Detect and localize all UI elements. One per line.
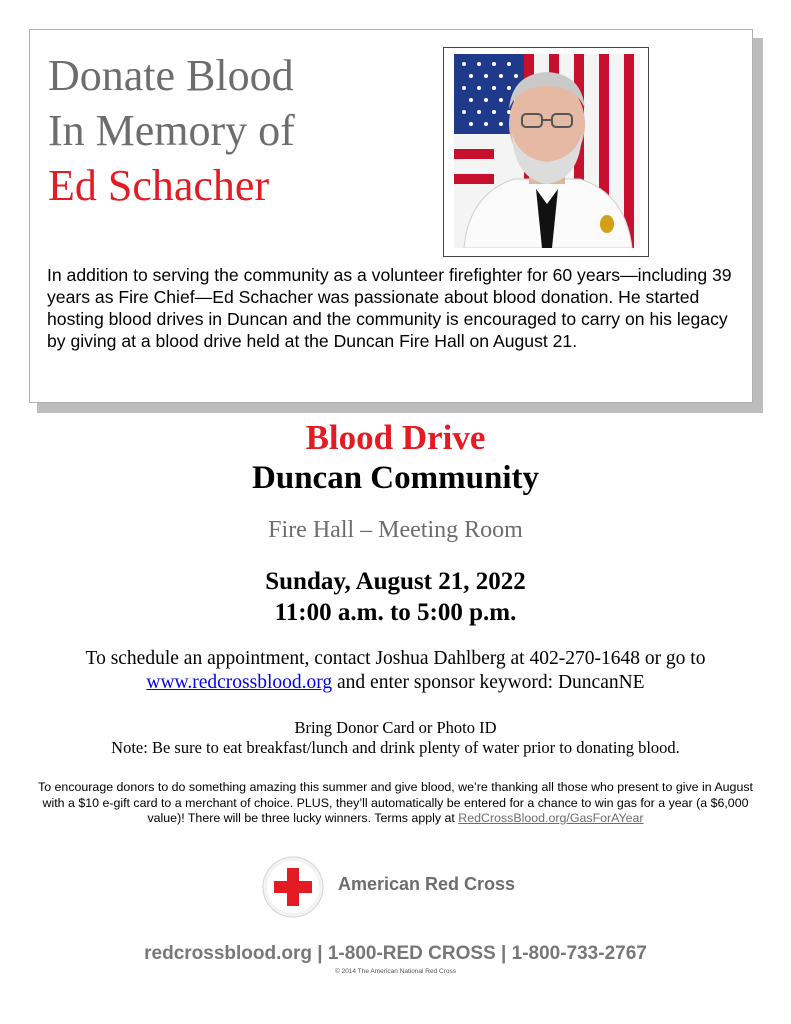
footer-contact-line: redcrossblood.org | 1-800-RED CROSS | 1-800-733-2767 bbox=[144, 943, 647, 964]
donation-note: Note: Be sure to eat breakfast/lunch and drink plenty of water prior to donating blood. bbox=[111, 738, 680, 757]
bring-id-reminder: Bring Donor Card or Photo ID bbox=[294, 718, 497, 737]
memorial-photo-frame bbox=[443, 47, 649, 257]
headline-name: Ed Schacher bbox=[48, 161, 270, 210]
schedule-instructions bbox=[0, 647, 791, 695]
promotion-text bbox=[38, 780, 753, 827]
promotion-body: To encourage donors to do something amazing this summer and give blood, we’re thanking all those who present to give in August with a $10 e-gift card to a merchant of choice. PLUS, they’ll automatically be entered for a chance to win gas for a year (a $6,000 value)! There will be three lucky winners. Terms apply at bbox=[38, 780, 753, 825]
schedule-text-after: and enter sponsor keyword: DuncanNE bbox=[332, 672, 645, 693]
headline-line-2: In Memory of bbox=[48, 106, 295, 155]
copyright-notice: © 2014 The American National Red Cross bbox=[334, 968, 456, 975]
blood-drive-title: Blood Drive bbox=[305, 418, 486, 457]
redcrossblood-link[interactable]: www.redcrossblood.org bbox=[146, 672, 333, 693]
gas-promo-link[interactable]: RedCrossBlood.org/GasForAYear bbox=[458, 811, 644, 825]
memorial-description: In addition to serving the community as a volunteer firefighter for 60 years—including 39 years as Fire Chief—Ed Schacher was passionate about blood donation. He started hosting blood drives in Duncan and the community is encouraged to carry on his legacy by giving at a blood drive held at the Duncan Fire Hall on August 21. bbox=[47, 265, 732, 351]
schedule-text-before: To schedule an appointment, contact Joshua Dahlberg at 402-270-1648 or go to bbox=[85, 648, 706, 669]
drive-date: Sunday, August 21, 2022 bbox=[265, 568, 526, 595]
memorial-photo bbox=[454, 54, 640, 248]
drive-location: Fire Hall – Meeting Room bbox=[268, 517, 523, 543]
red-cross-wordmark: American Red Cross bbox=[338, 874, 516, 894]
portrait-illustration bbox=[454, 54, 640, 248]
memorial-box bbox=[29, 29, 753, 403]
drive-organizer: Duncan Community bbox=[252, 460, 539, 496]
headline-line-1: Donate Blood bbox=[48, 51, 294, 100]
red-cross-logo-icon bbox=[262, 856, 324, 918]
memorial-headline bbox=[48, 48, 295, 213]
drive-time: 11:00 a.m. to 5:00 p.m. bbox=[274, 599, 517, 626]
